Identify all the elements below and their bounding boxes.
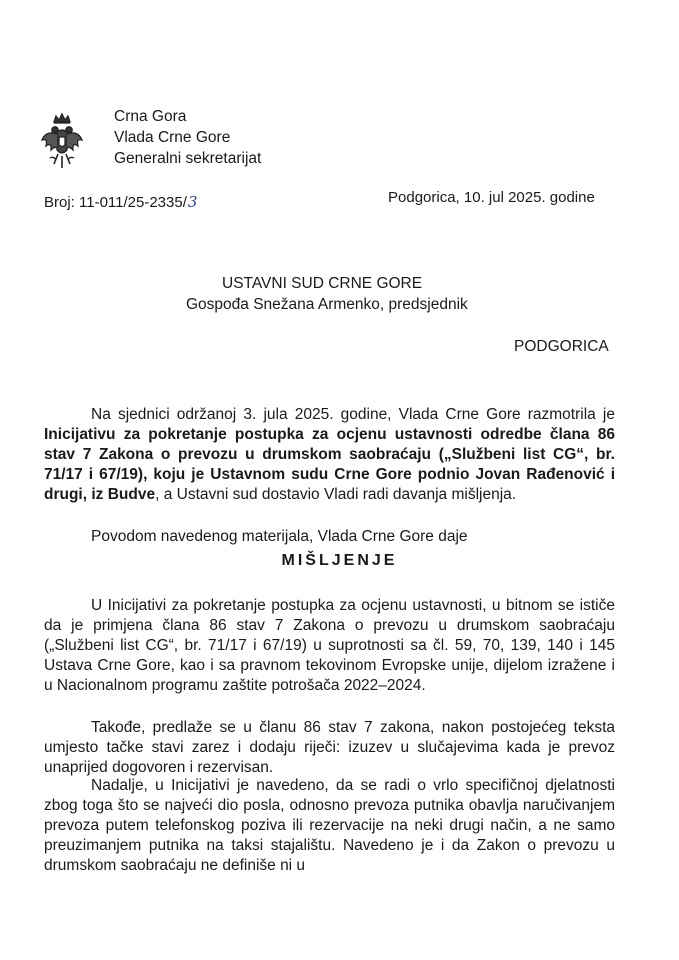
- body-paragraph-3: [44, 776, 615, 876]
- issuer-country: Crna Gora: [114, 108, 187, 125]
- reference-number-handwritten: 3: [187, 193, 198, 211]
- issuer-government: Vlada Crne Gore: [114, 129, 231, 146]
- section-heading: MIŠLJENJE: [281, 552, 398, 569]
- intro-text-bold: Inicijativu za pokretanje postupka za ocjenu ustavnosti odredbe člana 86 stav 7 Zakona o prevozu u drumskom saobraćaju („Službeni list CG“, br. 71/17 i 67/19), koju je Ustavnom sudu Crne Gore podnio Jovan Rađenović i drugi, iz Budve: [44, 426, 615, 503]
- intro-text-2: Povodom navedenog materijala, Vlada Crne Gore daje: [91, 528, 468, 545]
- intro-paragraph: [44, 405, 615, 505]
- reference-number: [44, 193, 197, 211]
- issuer-office: Generalni sekretarijat: [114, 150, 262, 167]
- body-text-2: Takođe, predlaže se u članu 86 stav 7 zakona, nakon postojećeg teksta umjesto tačke stavi zarez i dodaju riječi: izuzev u slučajevima kada je prevoz unaprijed dogovoren i rezervisan.: [44, 719, 615, 776]
- addressee-institution: USTAVNI SUD CRNE GORE: [222, 275, 423, 292]
- body-text-3: Nadalje, u Inicijativi je navedeno, da se radi o vrlo specifičnoj djelatnosti zbog toga što se najveći dio posla, odnosno prevoza putnika obavlja naručivanjem prevoza putem telefonskog poziva ili rezervacije na neki drugi način, a ne samo preuzimanjem putnika na taksi stajalištu. Navedeno je i da Zakon o prevozu u drumskom saobraćaju ne definiše ni u: [44, 777, 615, 874]
- body-paragraph-2: [44, 718, 615, 778]
- addressee-city: PODGORICA: [514, 338, 609, 355]
- reference-number-printed: Broj: 11-011/25-2335/: [44, 194, 187, 211]
- body-text-1: U Inicijativi za pokretanje postupka za ocjenu ustavnosti, u bitnom se ističe da je primjena člana 86 stav 7 Zakona o prevozu u drumskom saobraćaju („Službeni list CG“, br. 71/17 i 67/19) u suprotnosti sa čl. 59, 70, 139, 140 i 145 Ustava Crne Gore, kao i sa pravnom tekovinom Evropske unije, dijelom izražene i u Nacionalnom programu zaštite potrošača 2022–2024.: [44, 597, 615, 694]
- addressee-person: Gospođa Snežana Armenko, predsjednik: [186, 296, 468, 313]
- montenegro-coat-of-arms-icon: [40, 112, 84, 172]
- body-paragraph-1: [44, 596, 615, 696]
- intro-text-end: , a Ustavni sud dostavio Vladi radi davanja mišljenja.: [155, 486, 517, 503]
- intro-text-start: Na sjednici održanoj 3. jula 2025. godine, Vlada Crne Gore razmotrila je: [91, 406, 615, 423]
- issuer-block: [114, 106, 261, 169]
- intro-paragraph-2: [44, 527, 615, 547]
- document-date: Podgorica, 10. jul 2025. godine: [388, 189, 595, 206]
